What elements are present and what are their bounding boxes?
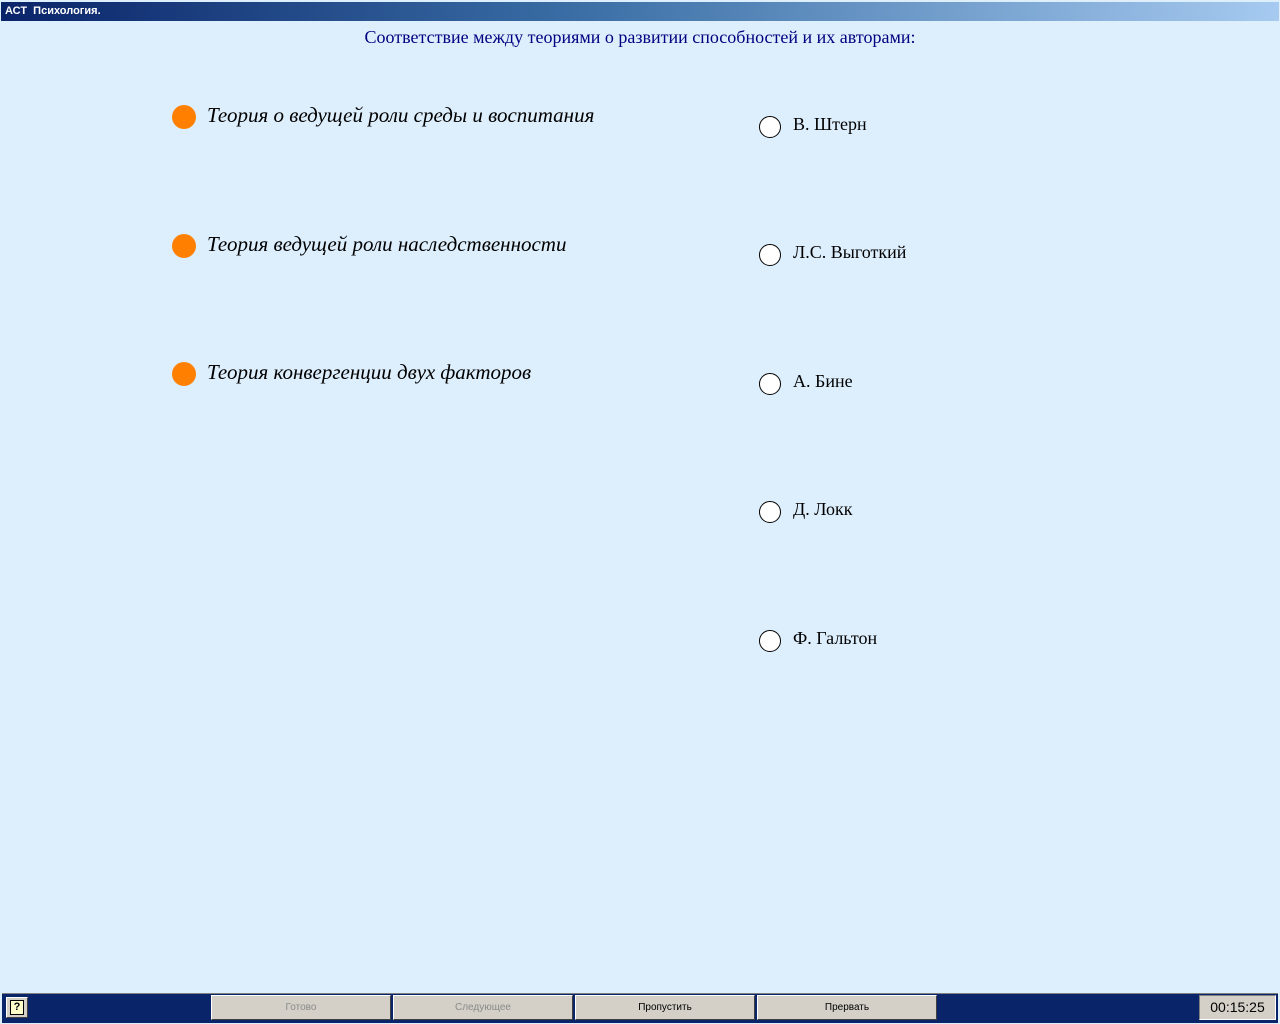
done-button[interactable]: Готово [211,995,391,1020]
theory-marker-dot[interactable] [172,105,196,129]
theory-label: Теория конвергенции двух факторов [207,360,532,384]
author-radio[interactable] [759,630,781,652]
author-label: А. Бине [793,371,853,391]
window-title: АСТ Психология. [5,5,101,17]
title-bar[interactable] [1,2,1279,21]
author-radio[interactable] [759,116,781,138]
bottom-toolbar [2,993,1278,1023]
author-label: Ф. Гальтон [793,628,878,648]
help-icon: ? [10,1000,24,1015]
theory-label: Теория ведущей роли наследственности [207,232,567,256]
question-text: Соответствие между теориями о развитии способностей и их авторами: [364,27,916,47]
theory-marker-dot[interactable] [172,234,196,258]
skip-button[interactable]: Пропустить [575,995,755,1020]
timer-display: 00:15:25 [1199,995,1276,1020]
help-button[interactable] [6,997,28,1018]
author-label: Д. Локк [793,499,853,519]
author-radio[interactable] [759,501,781,523]
theory-marker-dot[interactable] [172,362,196,386]
author-label: Л.С. Выготкий [793,242,907,262]
test-area [2,21,1276,993]
next-button[interactable]: Следующее [393,995,573,1020]
author-radio[interactable] [759,244,781,266]
author-label: В. Штерн [793,114,867,134]
author-radio[interactable] [759,373,781,395]
theory-label: Теория о ведущей роли среды и воспитания [207,103,595,127]
abort-button[interactable]: Прервать [757,995,937,1020]
